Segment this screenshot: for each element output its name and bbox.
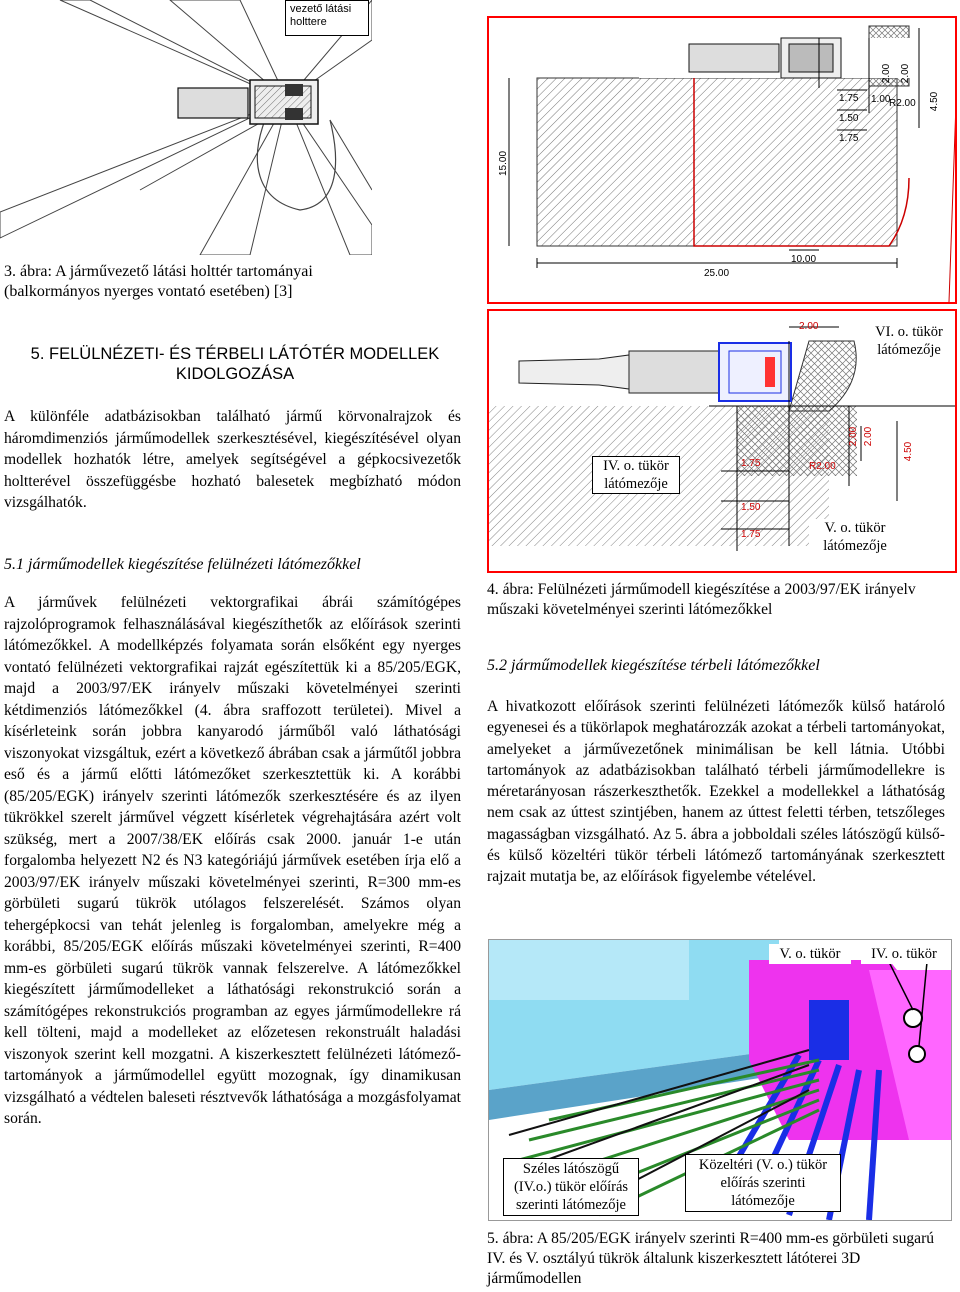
dim-label: 2.00 bbox=[863, 426, 875, 447]
fig5-label-close: Közeltéri (V. o.) tükör előírás szerinti látómezője bbox=[685, 1154, 841, 1212]
dim-label: 2.00 bbox=[799, 321, 819, 332]
dim-label: 10.00 bbox=[791, 254, 817, 265]
fig5 bbox=[488, 939, 952, 1221]
fig3-drawing bbox=[0, 0, 372, 255]
fig5-label-iv: IV. o. tükör bbox=[861, 944, 947, 964]
fig4 bbox=[487, 309, 957, 573]
section51-heading: 5.1 járműmodellek kiegészítése felülnézeti látómezőkkel bbox=[4, 556, 361, 573]
dim-label: 2.00 bbox=[848, 426, 860, 447]
dim-label: 4.50 bbox=[929, 91, 941, 112]
dim-label: 1.50 bbox=[839, 113, 859, 124]
fig3-inset-label: vezető látási holttere bbox=[285, 0, 369, 36]
fig3-svg bbox=[0, 0, 372, 255]
dim-label: 1.00 bbox=[871, 94, 891, 105]
dim-label: 4.50 bbox=[903, 441, 915, 462]
fig3-caption: 3. ábra: A járművezető látási holttér tartományai (balkormányos nyerges vontató esetében) [3] bbox=[4, 263, 313, 300]
dim-label: 1.50 bbox=[741, 502, 761, 513]
fig5-label-v: V. o. tükör bbox=[769, 944, 851, 964]
dim-label: 25.00 bbox=[704, 268, 730, 279]
dim-label: 1.75 bbox=[741, 458, 761, 469]
fig4-label-iv: IV. o. tükör látómezője bbox=[592, 456, 680, 494]
section5-heading: 5. FELÜLNÉZETI- ÉS TÉRBELI LÁTÓTÉR MODELLEK KIDOLGOZÁSA bbox=[30, 345, 440, 383]
dim-label: 15.00 bbox=[498, 150, 510, 177]
dim-label: 2.00 bbox=[900, 63, 912, 84]
fig-top-right-svg bbox=[489, 18, 955, 302]
fig5-label-wide: Széles látószögű (IV.o.) tükör előírás szerinti látómezője bbox=[503, 1158, 639, 1216]
section51-body: A járművek felülnézeti vektorgrafikai ábrái számítógépes rajzolóprogramok felhasználásával kiegészíthetők az előírások szerinti látómezőkkel. A modellképzés folyamata során elsőként egy nyerges vontató felülnézeti vektorgrafikai rajzát egészítettük ki a 85/205/EGK, majd a 2003/97/EK irányelv műszaki követelményei szerinti kétdimenziós látómezőkkel (4. ábra sraffozott területei). Mivel a kísérleteink során jobbra kanyarodó járműből való láthatósági viszonyokat vizsgáltuk, ezért a következő ábrában csak a járműtől jobbra eső és a jármű előtti látómezőket szerkesztettük ki. A korábbi (85/205/EGK) irányelv szerinti látómezők szerkesztésére és az ilyen tükrökkel szerelt járművel végzett kísérletek végrehajtására azért volt szükség, mert a 2007/38/EK előírás csak 2000. január 1-e után forgalomba helyezett N2 és N3 kategóriájú járművek esetében írja elő a 2003/97/EK irányelv műszaki követelményei szerinti, R=300 mm-es görbületi sugarú tükrök utólagos felszerelését. Számos olyan tehergépkocsi van tehát jelenleg is forgalomban, amelyekre még a korábbi, 85/205/EGK előírás műszaki követelményei szerinti, R=400 mm-es görbületi sugarú tükrök vannak felszerelve. A látómezőkkel kiegészített járműmodelleket a láthatósági rekonstrukció során a számítógépes rekonstrukciós programban az egyes járműmodellekre rá kell tölteni, majd a modelleket az előzetesen rekonstruált haladási viszonyok szerint kell mozgatni. A kiszerkesztett felülnézeti látómező-tartományok a járműmodellel együtt mozognak, így dinamikusan vizsgálható a védtelen baleseti résztvevők láthatósága a mozgásfolyamat során. bbox=[4, 594, 461, 1127]
fig4-caption: 4. ábra: Felülnézeti járműmodell kiegészítése a 2003/97/EK irányelv műszaki követelményei szerinti látómezőkkel bbox=[487, 581, 916, 618]
fig4-label-v: V. o. tükör látómezője bbox=[809, 519, 901, 555]
dim-label: 1.75 bbox=[741, 529, 761, 540]
dim-label: 1.75 bbox=[839, 93, 859, 104]
section5-intro: A különféle adatbázisokban található jármű körvonalrajzok és háromdimenziós járműmodellek szerkesztésével, kiegészítésével olyan modellek hozhatók létre, amelyek segítségével a gépkocsivezetők holtterével összefüggésbe hozható balesetek megbízható módon vizsgálhatók. bbox=[4, 408, 461, 511]
dim-label: R2.00 bbox=[889, 98, 916, 109]
section52-heading: 5.2 járműmodellek kiegészítése térbeli látómezőkkel bbox=[487, 657, 820, 674]
fig-top-right bbox=[487, 16, 957, 304]
dim-label: 2.00 bbox=[881, 63, 893, 84]
section52-body: A hivatkozott előírások szerinti felülnézeti látómezők külső határoló egyenesei és a tükörlapok meghatározzák azokat a térbeli tartományokat, amelyeket a járművezetőnek minimálisan be kell látnia. Utóbbi tartományok az adatbázisokban található térbeli járműmodellekre is méretarányosan rászerkeszthetők. Ezekkel a modellekkel a láthatóság nem csak az úttest szintjében, hanem az úttest feletti térben, tetszőleges magasságban vizsgálható. Az 5. ábra a jobboldali széles látószögű külső- és külső közeltéri tükör térbeli látómező tartományának szerkesztett rajzait mutatja be, az előírások figyelembe vételével. bbox=[487, 698, 945, 886]
fig4-label-vi: VI. o. tükör látómezője bbox=[867, 323, 951, 359]
dim-label: 1.75 bbox=[839, 133, 859, 144]
dim-label: R2.00 bbox=[809, 461, 836, 472]
fig5-caption: 5. ábra: A 85/205/EGK irányelv szerinti R=400 mm-es görbületi sugarú IV. és V. osztályú tükrök általunk kiszerkesztett látóterei 3D járműmodellen bbox=[487, 1230, 935, 1287]
